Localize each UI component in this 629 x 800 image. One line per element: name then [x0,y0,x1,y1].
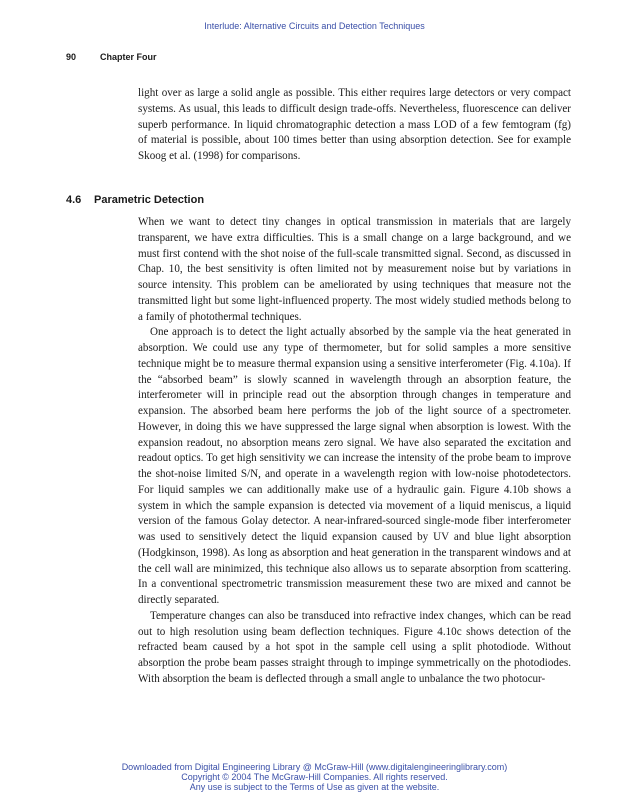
section-title: Parametric Detection [94,194,205,206]
section-heading [66,194,204,206]
footer-terms: Any use is subject to the Terms of Use as given at the website. [189,782,440,792]
chapter-label: Chapter Four [100,52,157,62]
paragraph: Temperature changes can also be transduced into refractive index changes, which can be read out to high resolution using beam deflection techniques. Figure 4.10c shows detection of the refracted beam caused by a hot spot in the sample cell using a split photodiode. Without absorption the probe beam passes straight through to impinge symmetrically on the photodiodes. With absorption the beam is deflected through a small angle to unbalance the two photocur- [138,609,571,685]
section-body [138,215,571,688]
page-header [66,52,157,62]
section-number: 4.6 [66,194,82,206]
footer-copyright: Copyright © 2004 The McGraw-Hill Companies. All rights reserved. [181,772,448,782]
footer-download-link[interactable]: Downloaded from Digital Engineering Library @ McGraw-Hill (www.digitalengineeringlibrary.com) [121,762,508,772]
page-number: 90 [66,52,77,62]
top-banner: Interlude: Alternative Circuits and Detection Techniques [204,21,425,31]
intro-paragraph: light over as large a solid angle as possible. This either requires large detectors or very compact systems. As usual, this leads to difficult design trade-offs. Nevertheless, fluorescence can deliver superb performance. In liquid chromatographic detection a mass LOD of a few femtogram (fg) of material is possible, about 100 times better than using absorption detection. See for example Skoog et al. (1998) for comparisons. [138,87,571,162]
intro-text-block [138,86,571,165]
paragraph: One approach is to detect the light actually absorbed by the sample via the heat generated in absorption. We could use any type of thermometer, but for solid samples a more sensitive technique might be to measure thermal expansion using a sensitive interferometer (Fig. 4.10a). If the “absorbed beam” is slowly scanned in wavelength through an absorption feature, the interferometer will in principle read out the absorption through changes in temperature and expansion. The absorbed beam here performs the job of the light source of a spectrometer. However, in doing this we have suppressed the large signal when absorption is lowest. With the expansion readout, no absorption means zero signal. We have also separated the excitation and readout optics. To get high sensitivity we can increase the intensity of the probe beam to improve the shot-noise limited S/N, and operate in a wavelength region with low-noise photodetectors. For liquid samples we can additionally make use of a hydraulic gain. Figure 4.10b shows a system in which the sample expansion is detected via movement of a liquid meniscus, a liquid version of the famous Golay detector. A near-infrared-sourced single-mode fiber interferometer was used to sensitively detect the liquid expansion caused by UV and blue light absorption (Hodgkinson, 1998). As long as absorption and heat generation in the transparent windows and at the cell wall are minimized, this technique also allows us to separate absorption from scattering. In a conventional spectrometric transmission measurement these two are mixed and cannot be directly separated. [138,326,571,606]
footer-notice [0,762,629,792]
paragraph: When we want to detect tiny changes in optical transmission in materials that are largely transparent, we have extra difficulties. This is a small change on a large background, and we must first contend with the shot noise of the full-scale transmitted signal. Second, as discussed in Chap. 10, the best sensitivity is often limited not by measurement noise but by variations in source intensity. This problem can be ameliorated by using techniques that measure not the transmitted light but some light-influenced property. The most widely studied methods belong to a family of photothermal techniques. [138,216,571,323]
